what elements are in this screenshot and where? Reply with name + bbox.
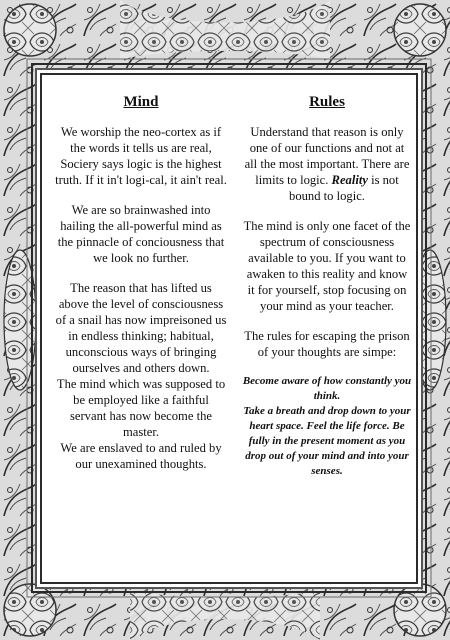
rules-heading: Rules [309,94,345,110]
text-panel [40,73,418,584]
mind-column [46,75,236,472]
mind-paragraph-3: The reason that has lifted us above the level of consciousness of a snail has now impreisoned us in endless thinking; habitual, unconscious ways of bringing ourselves and others down. [55,281,227,375]
rules-instruction-2: Take a breath and drop down to your heart space. Feel the life force. Be fully in the present moment as you drop out of your mind and into your senses. [243,405,411,477]
mind-paragraph-2: We are so brainwashed into hailing the all-powerful mind as the pinnacle of conciousness that we look no further. [57,203,225,265]
mind-paragraph-1: We worship the neo-cortex as if the words it tells us are real, Sociery says logic is the highest truth. If it in't logi-cal, it ain't real. [55,125,227,187]
mind-paragraph-4: The mind which was supposed to be employed like a faithful servant has now become the master. [56,377,226,439]
rules-paragraph-1 [242,124,412,204]
rules-paragraph-3: The rules for escaping the prison of your thoughts are simpe: [244,329,410,359]
reality-emphasis: Reality [331,173,368,187]
rules-paragraph-1-start: Understand that reason is only one of our functions and not at all the most important. There are limits to logic. [244,125,410,187]
rules-instruction-1: Become aware of how constantly you think. [242,375,412,402]
rules-column [238,75,416,479]
mind-heading: Mind [123,94,159,110]
rules-paragraph-2: The mind is only one facet of the spectrum of consciousness available to you. If you want to awaken to this reality and know it for yourself, stop focusing on your mind as your teacher. [243,219,411,313]
mind-paragraph-5: We are enslaved to and ruled by our unexamined thoughts. [60,441,222,471]
rules-paragraph-1-end: is not bound to logic. [289,173,399,203]
